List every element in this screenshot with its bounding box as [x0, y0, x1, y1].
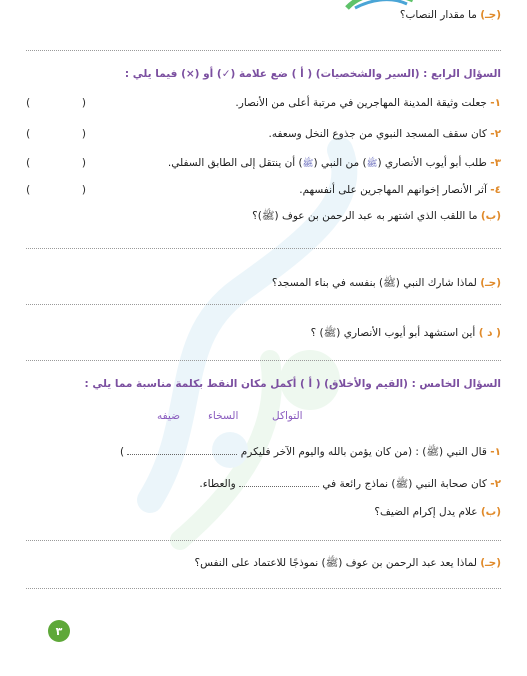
question-text: لماذا يعد عبد الرحمن بن عوف (ﷺ) نموذجًا للاعتماد على النفس؟ — [194, 557, 477, 569]
section4-item-2 — [269, 127, 502, 141]
question-text: علام يدل إكرام الضيف؟ — [374, 506, 478, 518]
question-marker: (جـ) — [480, 277, 501, 289]
item-text: ) من النبي ( — [313, 157, 367, 169]
section4-b — [252, 209, 501, 223]
answer-line — [26, 304, 501, 305]
question-text: أين استشهد أبو أيوب الأنصاري (ﷺ) ؟ — [310, 327, 476, 339]
item-number: ١- — [490, 97, 501, 109]
section5-b — [374, 505, 501, 519]
blank-field[interactable] — [127, 446, 237, 455]
answer-line — [26, 540, 501, 541]
blank-field[interactable] — [239, 478, 319, 487]
section4-item-1 — [235, 96, 501, 110]
item-text: طلب أبو أيوب الأنصاري ( — [377, 157, 487, 169]
answer-line — [26, 248, 501, 249]
section5-title: السؤال الخامس : (القيم والأخلاق) ( أ ) أكمل مكان النقط بكلمة مناسبة مما يلي : — [84, 378, 501, 390]
item-number: ٢- — [490, 128, 501, 140]
word-bank-item: السخاء — [208, 410, 239, 422]
word-bank-item: ضيفه — [157, 410, 181, 422]
item-text: قال النبي (ﷺ) : (من كان يؤمن بالله واليوم الآخر فليكرم — [240, 446, 487, 458]
answer-box-4[interactable]: ( ) — [26, 183, 86, 196]
answer-box-3[interactable]: ( ) — [26, 156, 86, 169]
section5-item-1 — [120, 445, 501, 459]
answer-line — [26, 588, 501, 589]
answer-line — [26, 360, 501, 361]
answer-line — [26, 50, 501, 51]
section5-c — [195, 556, 502, 570]
item-text: ) — [119, 446, 125, 458]
item-text: كان صحابة النبي (ﷺ) نماذج رائعة في — [322, 478, 487, 490]
section4-d — [311, 326, 501, 340]
section4-c — [272, 276, 501, 290]
question-text: ما اللقب الذي اشتهر به عبد الرحمن بن عوف (ﷺ)؟ — [252, 210, 478, 222]
item-text: كان سقف المسجد النبوي من جذوع النخل وسعفه. — [268, 128, 487, 140]
word-bank-item: التواكل — [272, 410, 303, 422]
item-number: ٣- — [490, 157, 501, 169]
item-number: ٤- — [490, 184, 501, 196]
section4-title: السؤال الرابع : (السير والشخصيات) ( أ ) ضع علامة (✓) أو (×) فيما يلي : — [124, 68, 501, 80]
section5-item-2 — [199, 477, 501, 491]
page-number: ٣ — [48, 620, 70, 642]
item-text: ) أن ينتقل إلى الطابق السفلي. — [167, 157, 303, 169]
section4-item-3 — [168, 156, 501, 171]
answer-box-1[interactable]: ( ) — [26, 96, 86, 109]
q3-c-text: ما مقدار النصاب؟ — [399, 9, 477, 21]
question-marker: ( د ) — [478, 327, 501, 339]
question-marker: (جـ) — [480, 557, 501, 569]
question-marker: (ب) — [480, 210, 501, 222]
item-text: جعلت وثيقة المدينة المهاجرين في مرتبة أعلى من الأنصار. — [235, 97, 487, 109]
item-number: ٢- — [490, 478, 501, 490]
honorific-icon: ﷺ — [302, 159, 314, 169]
word-bank — [0, 410, 527, 424]
honorific-icon: ﷺ — [366, 159, 378, 169]
question-text: لماذا شارك النبي (ﷺ) بنفسه في بناء المسجد؟ — [271, 277, 477, 289]
item-text: آثر الأنصار إخوانهم المهاجرين على أنفسهم. — [299, 184, 487, 196]
item-text: والعطاء. — [199, 478, 236, 490]
q3-c-line — [400, 8, 501, 22]
q3-c-marker: (جـ) — [480, 9, 501, 21]
answer-box-2[interactable]: ( ) — [26, 127, 86, 140]
question-marker: (ب) — [480, 506, 501, 518]
section4-item-4 — [299, 183, 501, 197]
item-number: ١- — [490, 446, 501, 458]
